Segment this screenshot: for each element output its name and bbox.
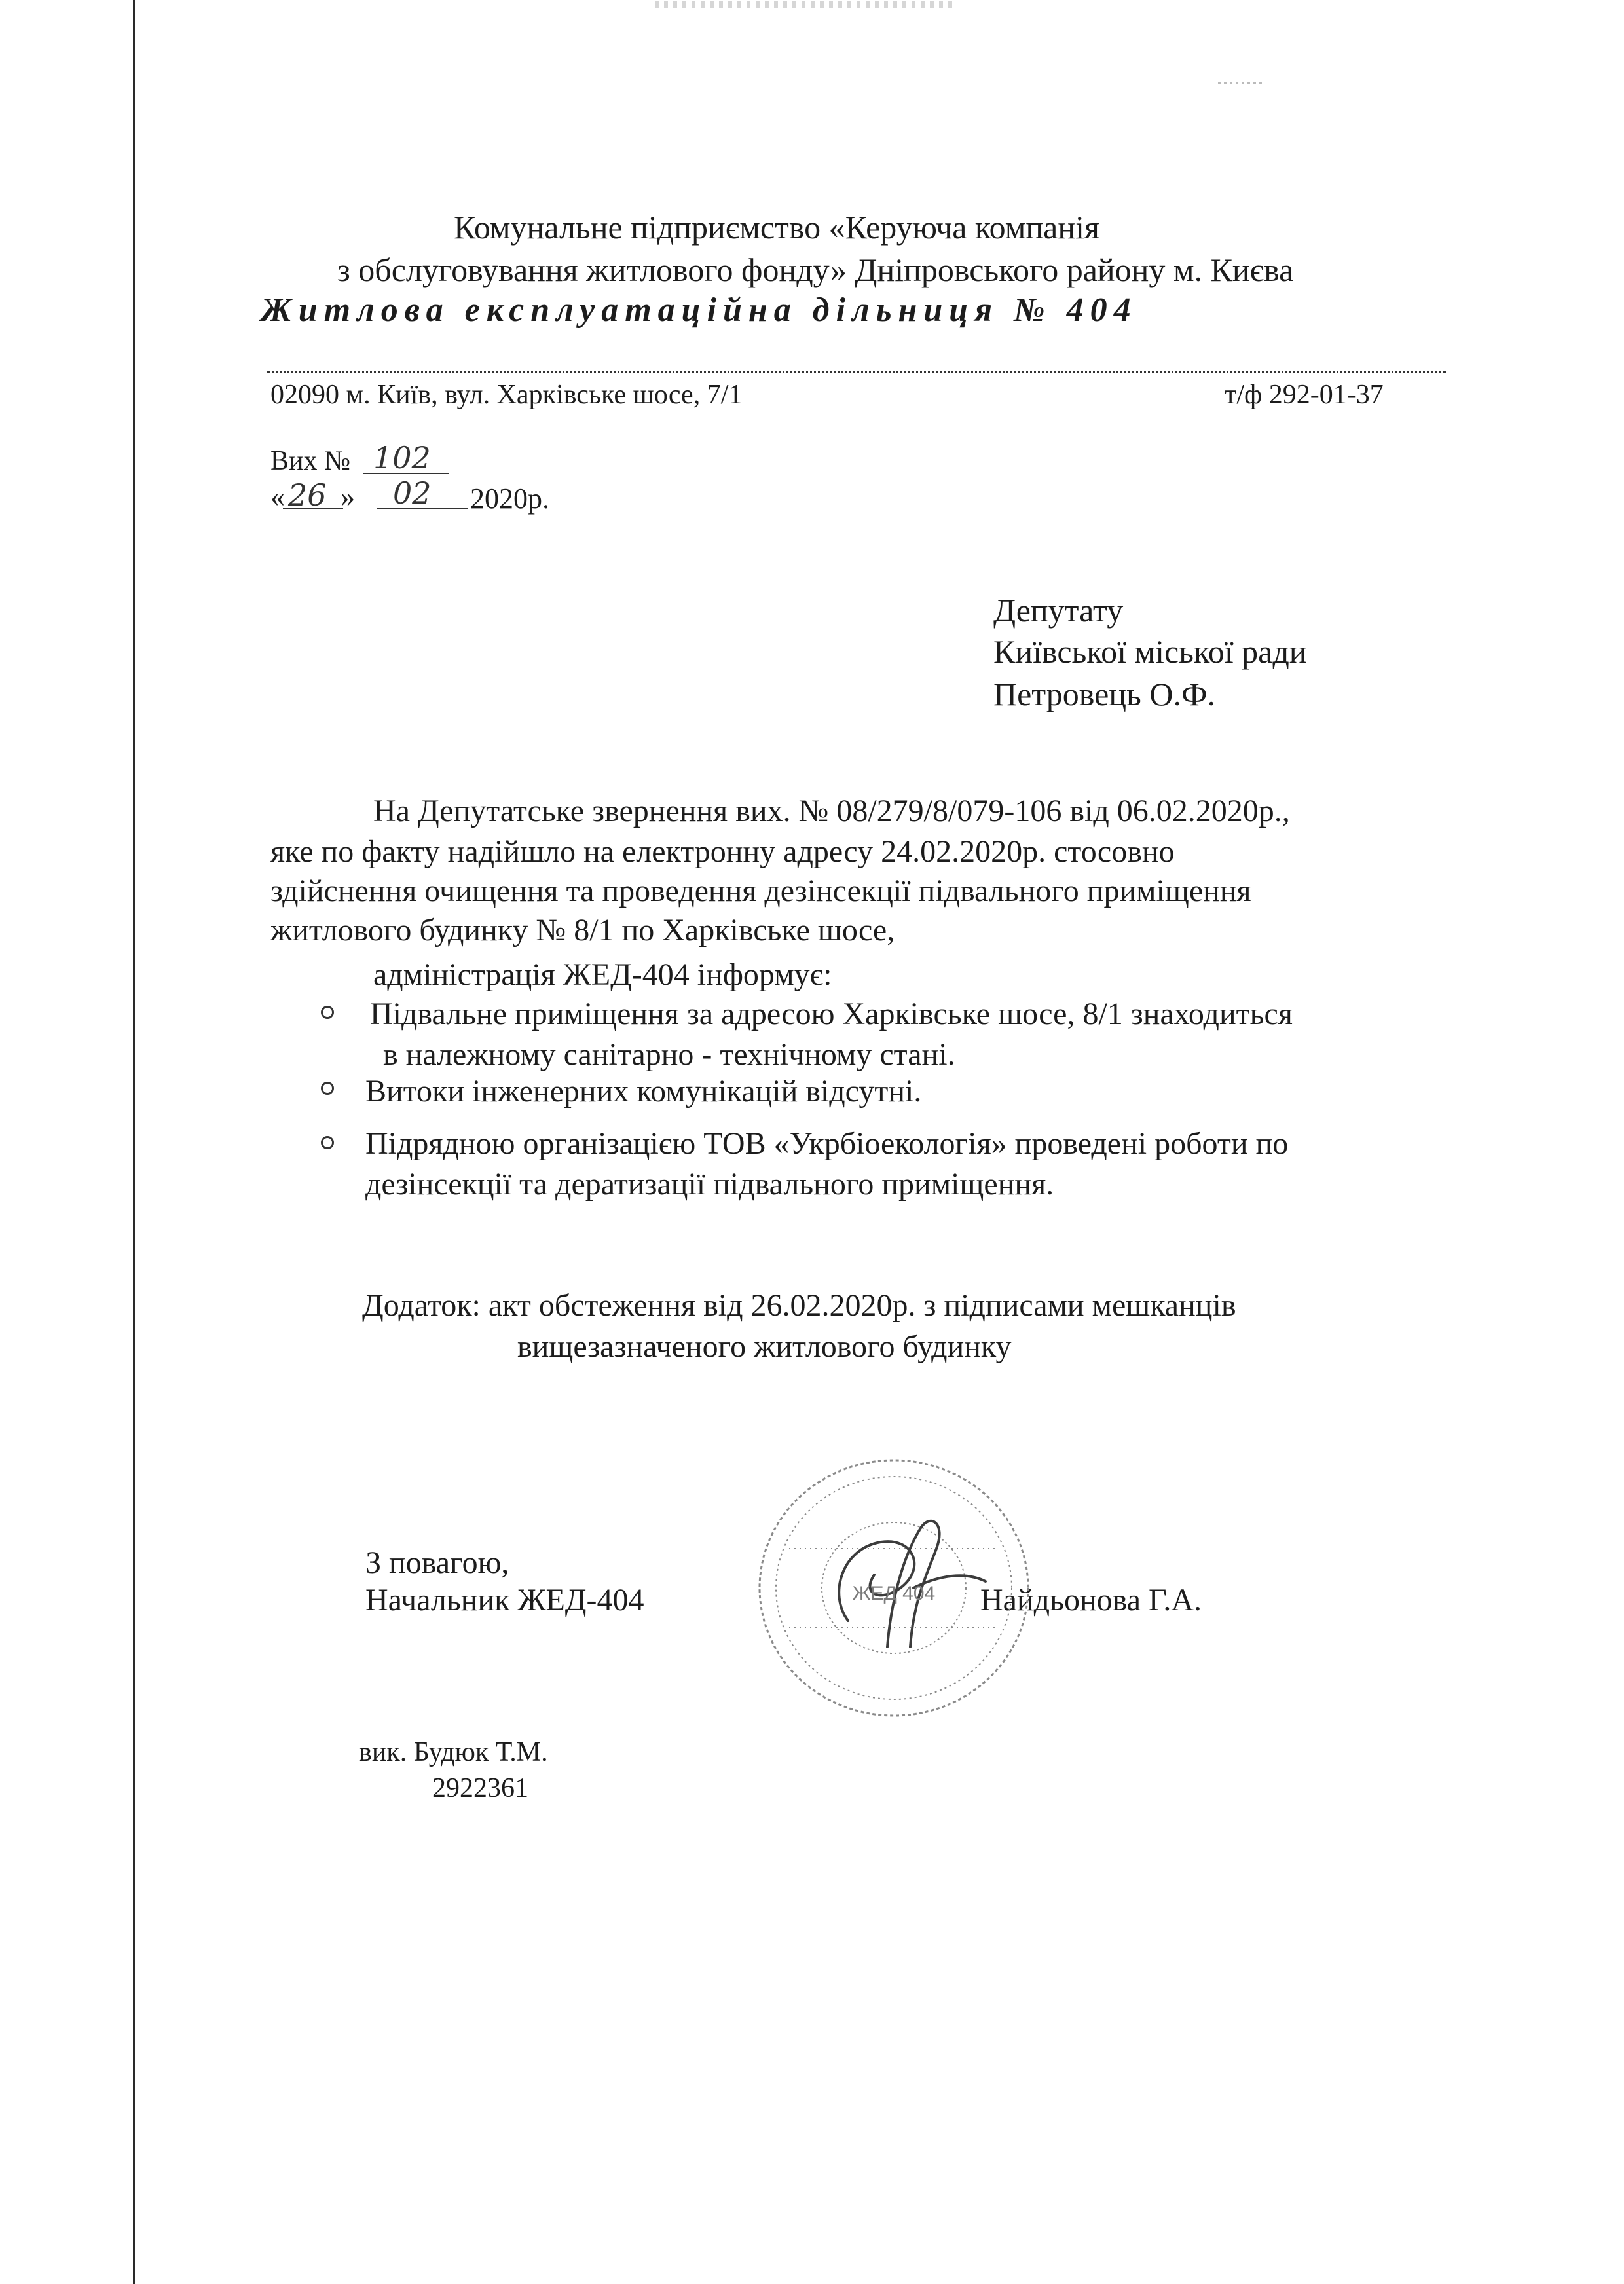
org-address: 02090 м. Київ, вул. Харківське шосе, 7/1 xyxy=(270,380,743,410)
attachment-line1: Додаток: акт обстеження від 26.02.2020р. з підписами мешканців xyxy=(362,1288,1236,1323)
body-line: здійснення очищення та проведення дезінсекції підвального приміщення xyxy=(270,874,1251,908)
body-line: адміністрація ЖЕД-404 інформує: xyxy=(373,957,832,992)
date-close-quote: » xyxy=(341,481,355,513)
recipient-line1: Депутату xyxy=(993,592,1124,629)
scan-margin-rule xyxy=(133,0,135,2284)
date-month-underline xyxy=(377,508,468,509)
bullet-icon xyxy=(321,1136,334,1149)
executor-phone: 2922361 xyxy=(432,1773,528,1803)
body-line: яке по факту надійшло на електронну адресу 24.02.2020р. стосовно xyxy=(270,834,1175,869)
date-month-handwritten: 02 xyxy=(393,475,432,511)
body-line: На Депутатське звернення вих. № 08/279/8/079-106 від 06.02.2020р., xyxy=(373,794,1290,828)
org-phone: т/ф 292-01-37 xyxy=(1225,380,1384,410)
date-open-quote: « xyxy=(270,481,285,513)
official-stamp xyxy=(750,1450,1038,1725)
letterhead-divider xyxy=(267,371,1446,373)
date-year: 2020р. xyxy=(470,483,549,515)
bullet-item-text: дезінсекції та дератизації підвального приміщення. xyxy=(365,1167,1054,1202)
outgoing-number-handwritten: 102 xyxy=(373,440,431,475)
recipient-line2: Київської міської ради xyxy=(993,633,1307,670)
signature-position: Начальник ЖЕД-404 xyxy=(365,1583,644,1617)
org-name-line1: Комунальне підприємство «Керуюча компанія xyxy=(454,209,1099,246)
date-day-underline xyxy=(283,508,343,509)
date-day-handwritten: 26 xyxy=(288,477,327,513)
bullet-item-text: Підрядною організацією ТОВ «Укрбіоекологія» проведені роботи по xyxy=(365,1126,1289,1161)
scan-artifact xyxy=(655,1,956,8)
org-name-line3: Житлова експлуатаційна дільниця № 404 xyxy=(261,291,1137,329)
stamp-text: ЖЕД 404 xyxy=(852,1583,936,1604)
org-name-line2: з обслуговування житлового фонду» Дніпровського району м. Києва xyxy=(337,251,1294,288)
bullet-item-text: в належному санітарно - технічному стані. xyxy=(383,1037,955,1072)
outgoing-number-label: Вих № xyxy=(270,446,351,476)
signature-name: Найдьонова Г.А. xyxy=(980,1583,1202,1617)
scan-artifact xyxy=(1218,82,1264,84)
bullet-item-text: Підвальне приміщення за адресою Харківське шосе, 8/1 знаходиться xyxy=(370,997,1293,1031)
bullet-icon xyxy=(321,1006,334,1019)
body-line: житлового будинку № 8/1 по Харківське шосе, xyxy=(270,913,895,948)
signature-closing: З повагою, xyxy=(365,1545,509,1580)
bullet-icon xyxy=(321,1082,334,1095)
attachment-line2: вищезазначеного житлового будинку xyxy=(517,1329,1012,1364)
executor-name: вик. Будюк Т.М. xyxy=(359,1737,548,1767)
recipient-line3: Петровець О.Ф. xyxy=(993,676,1215,712)
bullet-item-text: Витоки інженерних комунікацій відсутні. xyxy=(365,1074,922,1109)
